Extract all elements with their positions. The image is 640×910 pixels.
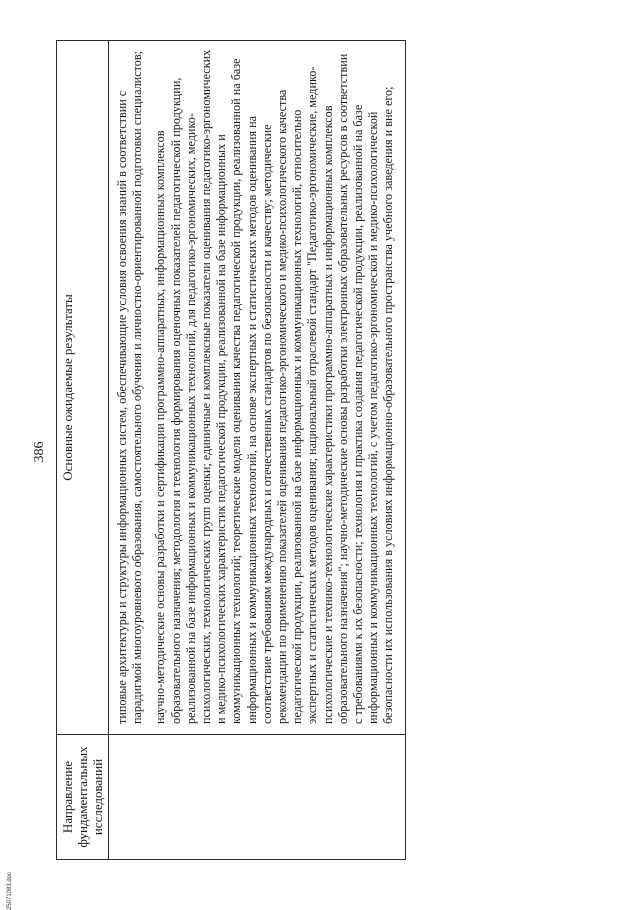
results-cell <box>109 41 406 735</box>
direction-cell <box>109 735 406 860</box>
result-paragraph: типовые архитектуры и структуры информационных систем, обеспечивающие условия освоения знаний в соответствии с парадигмой многоуровневого образования, самостоятельного обучения и личностно-ориентированной подготовки специалистов; <box>115 50 145 724</box>
page-number: 386 <box>32 441 47 463</box>
table-header-row <box>57 41 109 860</box>
research-table <box>56 40 406 860</box>
results-column-header: Основные ожидаемые результаты <box>57 41 109 735</box>
table-row <box>109 41 406 860</box>
rotated-page <box>30 22 610 882</box>
direction-column-header: Направление фундаментальных исследований <box>57 735 109 860</box>
result-paragraph: научно-методические основы разработки и сертификации программно-аппаратных, информационных комплексов образовательного назначения; методология и технология формирования оценочных показателей педагогической продукции, реализованной на базе информационных и коммуникационных технологий, для педагогико-эргономических, медико-психологических, технологических групп оценки; единичные и комплексные показатели оценивания педагогико-эргономических и медико-психологических характеристик педагогической продукции, реализованной на базе информационных и коммуникационных технологий; теоретические модели оценивания качества педагогической продукции, реализованной на базе информационных и коммуникационных технологий, на основе экспертных и статистических методов оценивания на соответствие требованиям международных и отечественных стандартов по безопасности и качеству; методические рекомендации по применению показателей оценивания педагогико-эргономического и медико-психологического качества педагогической продукции, реализованной на базе информационных и коммуникационных технологий, относительно экспертных и статистических методов оценивания; национальный отраслевой стандарт "Педагогико-эргономические, медико-психологические и технико-технологические характеристики программно-аппаратных и информационных комплексов образовательного назначения"; научно-методические основы разработки электронных образовательных ресурсов в соответствии с требованиями к их безопасности; технология и практика создания педагогической продукции, реализованной на базе информационных и коммуникационных технологий, с учетом педагогико-эргономической и медико-психологической безопасности их использования в условиях информационно-образовательного пространства учебного заведения и вне его; <box>153 49 396 724</box>
document-file-id: 25071083.doc <box>7 871 13 910</box>
